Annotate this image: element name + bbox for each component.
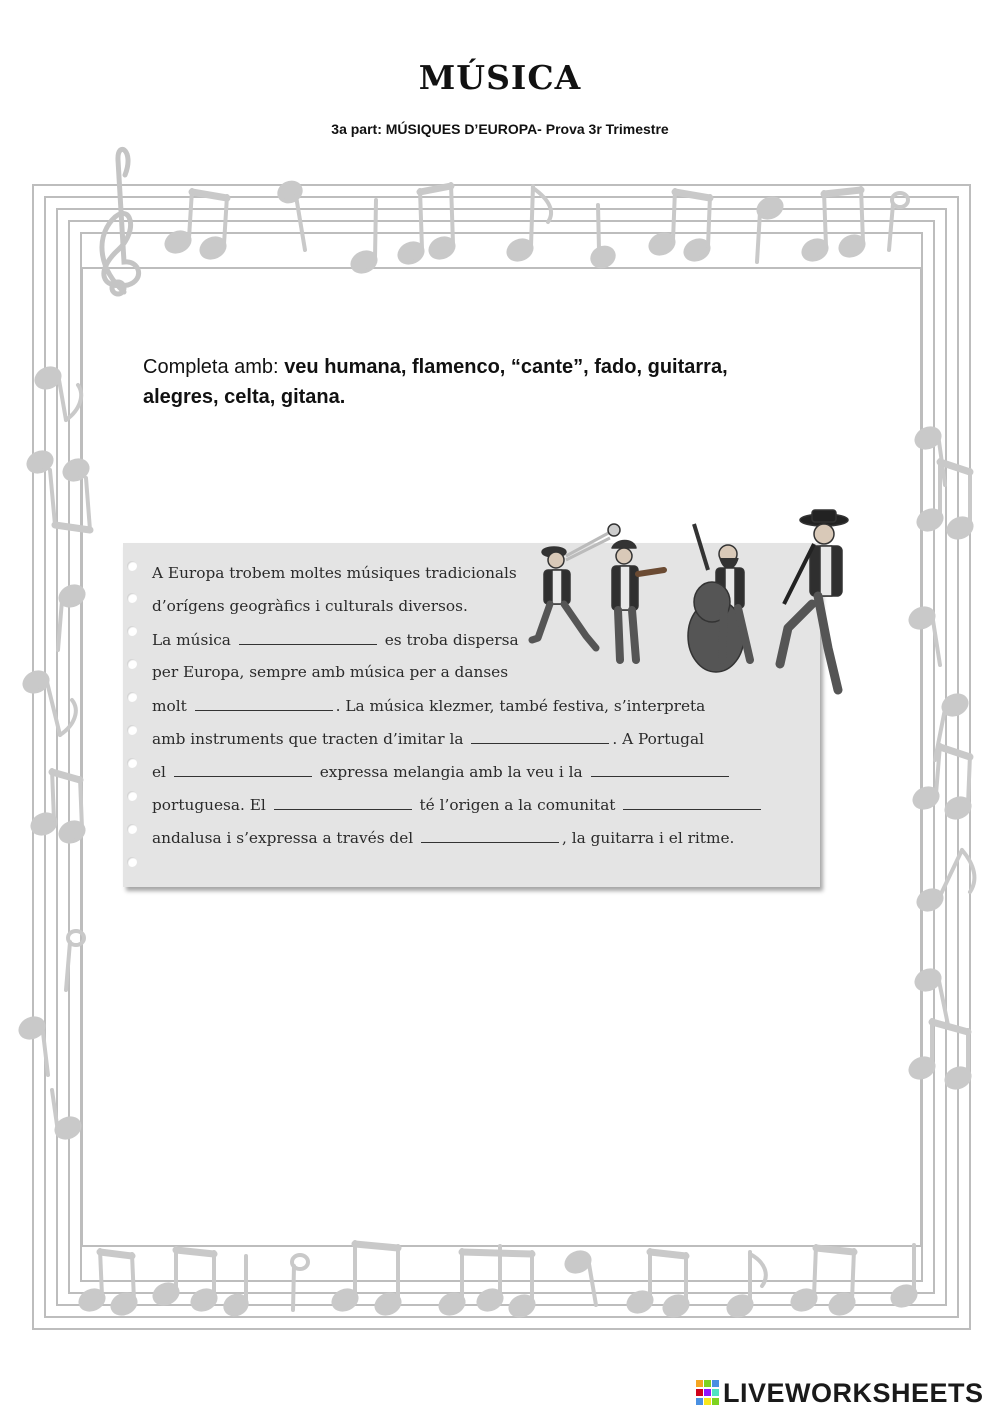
blank-8-input[interactable] [421, 828, 559, 843]
blank-5-input[interactable] [591, 762, 729, 777]
text-segment: La música [152, 631, 231, 649]
logo-text: LIVEWORKSHEETS [723, 1377, 984, 1408]
text-segment: andalusa i s’expressa a través del [152, 829, 414, 847]
text-line-6 [152, 729, 704, 748]
text-segment: amb instruments que tracten d’imitar la [152, 730, 464, 748]
page-title: MÚSICA [418, 58, 582, 97]
text-segment: . A Portugal [612, 730, 704, 748]
text-line-4 [152, 663, 508, 681]
text-line-7 [152, 762, 732, 781]
text-line-9 [152, 828, 734, 847]
instruction-text [143, 352, 863, 412]
text-segment: d’orígens geogràfics i culturals diversos. [152, 597, 468, 615]
binder-hole [127, 758, 137, 768]
blank-4-input[interactable] [174, 762, 312, 777]
text-segment: molt [152, 697, 187, 715]
binder-hole [127, 791, 137, 801]
word-bank-line-2: alegres, celta, gitana. [143, 386, 346, 408]
text-segment: portuguesa. El [152, 796, 266, 814]
blank-6-input[interactable] [274, 795, 412, 810]
page-subtitle: 3a part: MÚSIQUES D’EUROPA- Prova 3r Trimestre [331, 121, 669, 137]
binder-hole [127, 626, 137, 636]
text-line-1 [152, 564, 517, 582]
text-segment: A Europa trobem moltes músiques tradicionals [152, 564, 517, 582]
binder-hole [127, 857, 137, 867]
blank-3-input[interactable] [471, 729, 609, 744]
text-segment: es troba dispersa [384, 631, 519, 649]
text-line-5 [152, 696, 705, 715]
binder-hole [127, 659, 137, 669]
blank-7-input[interactable] [623, 795, 761, 810]
text-line-2 [152, 597, 468, 615]
text-line-3 [152, 630, 519, 649]
binder-hole [127, 692, 137, 702]
text-segment: el [152, 763, 166, 781]
text-segment: . La música klezmer, també festiva, s’interpreta [335, 697, 706, 715]
blank-1-input[interactable] [239, 630, 377, 645]
liveworksheets-mark-icon [696, 1380, 720, 1406]
text-segment: per Europa, sempre amb música per a danses [152, 663, 509, 681]
binder-hole [127, 725, 137, 735]
text-line-8 [152, 795, 764, 814]
binder-hole [127, 593, 137, 603]
text-segment: expressa melangia amb la veu i la [319, 763, 583, 781]
liveworksheets-logo [696, 1376, 984, 1410]
text-segment: té l’origen a la comunitat [419, 796, 616, 814]
word-bank-line-1: veu humana, flamenco, “cante”, fado, guitarra, [284, 356, 728, 378]
text-segment: , la guitarra i el ritme. [562, 829, 735, 847]
binder-hole [127, 561, 137, 571]
instruction-prefix: Completa amb: [143, 356, 279, 378]
folk-musicians-illustration-icon [528, 508, 868, 698]
blank-2-input[interactable] [195, 696, 333, 711]
binder-hole [127, 824, 137, 834]
